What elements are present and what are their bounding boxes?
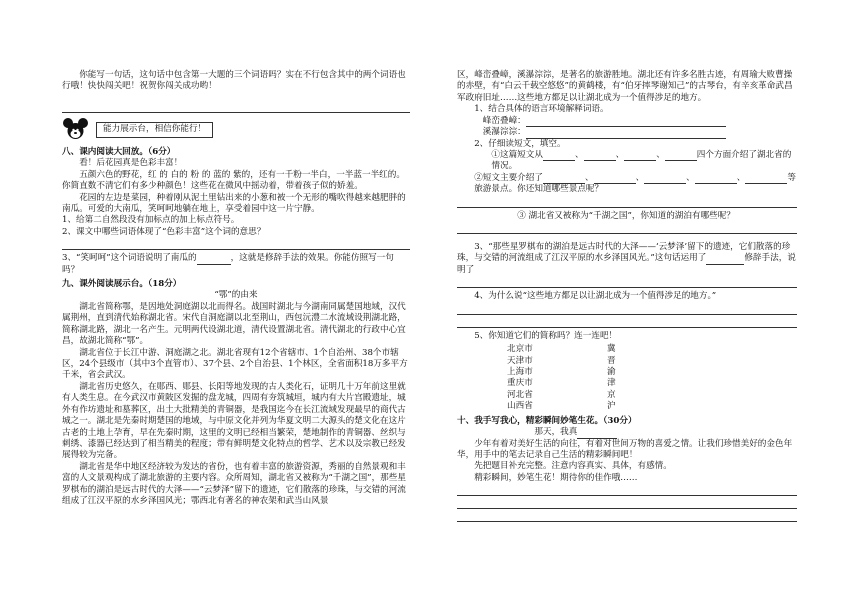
matching-table [507, 344, 797, 413]
match-right[interactable]: 渝 [607, 367, 616, 378]
r-q2-1: ①这篇短文从 、 、 、 四个方面介绍了湖北省的情况。 [491, 149, 792, 172]
sec8-q3 [62, 253, 410, 276]
match-left[interactable]: 天津市 [507, 355, 533, 366]
answer-blank[interactable] [526, 117, 726, 127]
answer-blank[interactable] [197, 255, 231, 265]
essay-title [457, 427, 797, 438]
match-right[interactable]: 津 [607, 378, 616, 389]
sec10-p1: 少年有着对美好生活的向往，有着对世间万物的喜爱之情。让我们珍惜美好的金色年华，用手中的笔去记录自己生活的精彩瞬间吧！ [457, 438, 793, 460]
r-q5: 5、你知道它们的简称吗？连一连吧！ [474, 330, 618, 341]
answer-line[interactable] [457, 305, 797, 315]
answer-line[interactable] [457, 512, 797, 522]
match-right[interactable]: 沪 [607, 401, 616, 412]
word-1-label: 峰峦叠嶂： [482, 115, 526, 126]
tip-box: 能力展示台，相信你能行！ [96, 122, 213, 137]
sec8-p1: 看！后花园真是色彩丰富！ [79, 158, 183, 169]
sec8-q1: 1、给第二自然段没有加标点的加上标点符号。 [62, 215, 240, 226]
match-row[interactable] [507, 367, 797, 378]
match-row[interactable] [507, 356, 797, 367]
section-9-heading: 九、课外阅读展示台。（18分） [62, 279, 182, 290]
match-row[interactable] [507, 344, 797, 355]
sec9-p3: 湖北省历史悠久，在郧西、郧县、长阳等地发现的古人类化石，证明几十万年前这里就有人类生息。在今武汉市黄陂区发掘的盘龙城，四周有夯筑城垣，城内有大片宫殿遗址，城外有作坊遗址和墓葬区，出土大批精美的青铜器，是我国迄今在长江流域发现最早的商代古城之一。湖北是先秦时期楚国的地域，与中原文化并列为华夏文明二大源头的楚文化在这片古老的土地上孕育，早在先秦时期，这里的文明已经相当繁荣，楚地制作的青铜器、丝织与刺绣、漆器已经达到了相当精美的程度；带有鲜明楚文化特点的哲学、艺术以及宗教已经发展得较为完备。 [62, 381, 406, 461]
section-8-heading: 八、课内阅读大回放。（6分） [62, 146, 176, 157]
answer-line[interactable] [457, 198, 797, 208]
sec8-q3-a: 3、“笑呵呵”这个词语说明了南瓜的 [62, 253, 197, 264]
match-row[interactable] [507, 390, 797, 401]
match-left[interactable]: 河北省 [507, 389, 533, 400]
match-row[interactable] [507, 401, 797, 412]
answer-blank[interactable] [745, 174, 787, 184]
answer-blank[interactable] [584, 151, 616, 161]
answer-blank[interactable] [577, 429, 617, 439]
answer-blank[interactable] [543, 151, 575, 161]
r-q1: 1、结合具体的语言环境解释词语。 [474, 104, 609, 115]
match-right[interactable]: 晋 [607, 355, 616, 366]
right-column [457, 70, 797, 525]
essay-title-text: 那天，我真 [534, 427, 578, 438]
answer-blank[interactable] [624, 151, 656, 161]
word-1 [457, 116, 797, 127]
sec10-p2: 先把题目补充完整。注意内容真实、具体，有感情。 [474, 461, 672, 472]
answer-blank[interactable] [706, 255, 744, 265]
r-q2: 2、仔细读短文，填空。 [474, 138, 566, 149]
match-left[interactable]: 上海市 [507, 367, 533, 378]
match-right[interactable]: 冀 [607, 344, 616, 355]
answer-blank[interactable] [644, 174, 686, 184]
sec9-p4: 湖北省是华中地区经济较为发达的省份，也有着丰富的旅游资源，秀丽的自然景观和丰富的人文景观构成了湖北旅游的主要内容。众所周知，湖北省又被称为“千湖之国”，那些星罗棋布的湖泊是远古时代的大泽——“云梦泽”留下的遗迹，它们散落的珍珠，与交错的河流组成了江汉平原的水乡泽国风光；鄂西北有著名的神农架和武当山风景 [62, 461, 406, 507]
r-q2-1-b: 四个方面介绍了湖北省的情况。 [491, 149, 792, 172]
r-q3-a: 3、“那些星罗棋布的湖泊是远古时代的大泽——‘云梦泽’留下的遗迹，它们散落的珍珠，与交错的河流组成了江汉平原的水乡泽国风光。”这句话运用了 [457, 242, 791, 264]
sec9-p2: 湖北省位于长江中游、洞庭湖之北。湖北省现有12个省辖市、1个自治州、38个市辖区，24个县级市（其中3个直管市）、37个县、2个自治县、1个林区，全省面积18万多平方千米，省会武汉。 [62, 347, 408, 381]
match-left[interactable]: 北京市 [507, 344, 533, 355]
section-10-heading: 十、我手写我心，精彩瞬间妙笔生花。（30分） [457, 415, 637, 426]
r-q2-3: ③ 湖北省又被称为“千湖之国”，你知道的湖泊有哪些呢？ [517, 210, 735, 221]
sec8-p2: 五颜六色的野花，红 的 白的 粉 的 蓝的 紫的，还有一千粉一半白，一半蓝一半红的。你简直数不清它们有多少种颜色！这些花在微风中摇动着，带着孩子似的娇羞。 [62, 169, 405, 192]
answer-blank[interactable] [594, 174, 636, 184]
answer-line[interactable] [62, 103, 410, 113]
answer-blank[interactable] [543, 174, 585, 184]
article-title: “鄂”的由来 [214, 290, 258, 301]
answer-line[interactable] [457, 224, 797, 234]
tip-row [62, 117, 410, 143]
match-row[interactable] [507, 378, 797, 389]
sec8-q3-b: ，这就是修辞手法的效果。你能仿照写一句吗？ [62, 253, 394, 275]
match-left[interactable]: 重庆市 [507, 378, 533, 389]
sec8-q2: 2、课文中哪些词语体现了“色彩丰富”这个词的意思？ [62, 226, 266, 237]
r-q2-2-b: 等旅游景点。你还知道哪些景点呢？ [474, 172, 796, 195]
answer-blank[interactable] [526, 129, 726, 139]
r-q4: 4、为什么说“这些地方都足以让湖北成为一个值得涉足的地方。” [474, 291, 717, 302]
answer-line[interactable] [457, 486, 797, 496]
match-right[interactable]: 京 [607, 389, 616, 400]
match-left[interactable]: 山西省 [507, 401, 533, 412]
answer-line[interactable] [457, 318, 797, 328]
answer-line[interactable] [457, 278, 797, 288]
answer-blank[interactable] [695, 174, 737, 184]
word-2 [457, 127, 797, 138]
sec9-p1: 湖北省简称鄂，是因地处洞庭湖以北而得名。战国时湖北与今湖南同属楚国地域，汉代属荆州，直到清代始称湖北省。宋代自洞庭湖以北至荆山，西包沅澧二水流域设荆湖北路，简称湖北路，湖北一名产生。元明两代设湖北道，清代设置湖北省。清代湖北的行政中心宜昌，故湖北简称“鄂”。 [62, 301, 406, 347]
left-column [62, 70, 410, 508]
r-q3-b: 修辞手法，说明了 [457, 253, 796, 275]
mickey-icon [62, 117, 90, 143]
r-q2-2: ②短文主要介绍了 、 、 、 、 等旅游景点。你还知道哪些景点呢？ [474, 172, 796, 195]
answer-blank[interactable] [665, 151, 697, 161]
article-continuation: 区，峰峦叠嶂，溪瀑淙淙，是著名的旅游胜地。湖北还有许多名胜古迹，有周瑜大败曹操的赤壁，有“白云千载空悠悠”的黄鹤楼，有“伯牙摔琴谢知己”的古琴台，有辛亥革命武昌军政府旧址……这些地方都足以让湖北成为一个值得涉足的地方。 [457, 70, 793, 103]
answer-line[interactable] [62, 240, 410, 250]
answer-line[interactable] [457, 499, 797, 509]
r-q2-1-a: ①这篇短文从 [491, 149, 543, 160]
intro-text: 你能写一句话，这句话中包含第一大题的三个词语吗？实在不行包含其中的两个词语也行哦！快快闯关吧！祝贺你闯关成功哟！ [62, 70, 406, 92]
word-2-label: 溪瀑淙淙： [482, 127, 526, 138]
r-q3 [457, 242, 797, 276]
sec10-p3: 精彩瞬间，妙笔生花！期待你的佳作哦…… [474, 472, 638, 483]
r-q2-2-a: ②短文主要介绍了 [474, 172, 543, 183]
sec8-p3: 花园的左边是菜园，种着刚从泥土里钻出来的小葱和被一个无形的嘴吹得越来越肥胖的南瓜。可爱的大南瓜，笑呵呵地躺在地上，享受着园中这一片宁静。 [62, 192, 406, 214]
